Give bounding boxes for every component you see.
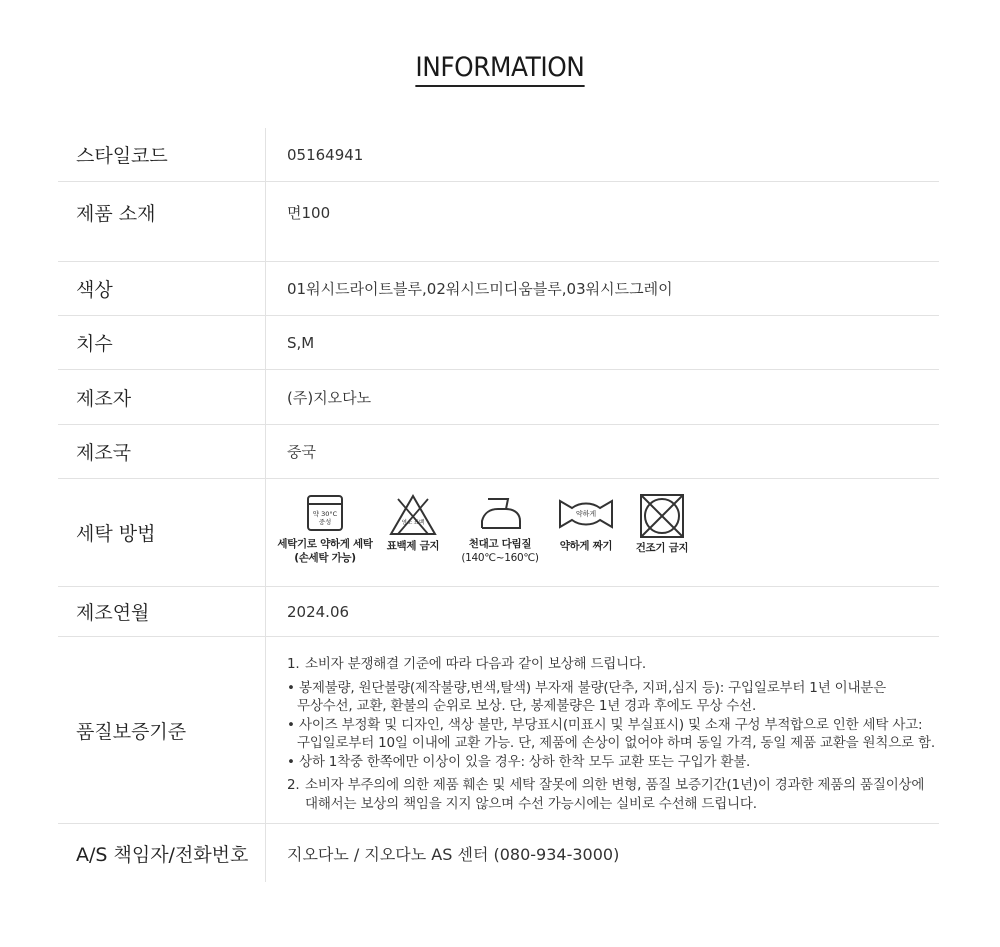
row-label: 제조자 bbox=[58, 370, 266, 424]
care-icons bbox=[266, 479, 939, 586]
row-quality bbox=[58, 637, 939, 824]
info-table bbox=[58, 128, 939, 882]
quality-item-2: 2. 소비자 부주의에 의한 제품 훼손 및 세탁 잘못에 의한 변형, 품질 보증기간(1년)이 경과한 제품의 품질이상에 bbox=[287, 777, 925, 793]
row-label: 제조연월 bbox=[58, 587, 266, 636]
care-caption bbox=[636, 541, 689, 555]
row-value: 01워시드라이트블루,02워시드미디움블루,03워시드그레이 bbox=[287, 280, 673, 298]
row-washing bbox=[58, 479, 939, 587]
row-date bbox=[58, 587, 939, 637]
row-label: 스타일코드 bbox=[58, 128, 266, 181]
quality-text bbox=[266, 637, 939, 823]
iron-icon bbox=[476, 493, 524, 533]
care-caption bbox=[560, 539, 613, 553]
row-label: A/S 책임자/전화번호 bbox=[58, 824, 266, 882]
quality-bullet: • 봉제불량, 원단불량(제작불량,변색,탈색) 부자재 불량(단추, 지퍼,심지 등): 구입일로부터 1년 이내분은 bbox=[287, 679, 886, 696]
no-tumble-dry-icon bbox=[639, 493, 685, 539]
row-value: 지오다노 / 지오다노 AS 센터 (080-934-3000) bbox=[287, 844, 620, 864]
care-caption-main: 건조기 금지 bbox=[635, 542, 689, 554]
row-value: S,M bbox=[287, 333, 315, 352]
row-value: 중국 bbox=[287, 443, 316, 461]
care-caption bbox=[277, 537, 372, 565]
row-maker bbox=[58, 370, 939, 425]
care-inner-text: 약하게 bbox=[575, 510, 597, 518]
row-value: (주)지오다노 bbox=[287, 388, 372, 407]
care-caption-main: 표백제 금지 bbox=[386, 540, 440, 552]
care-inner-text: 약 30°C bbox=[312, 510, 338, 518]
care-caption-sub: (손세탁 가능) bbox=[294, 552, 356, 564]
quality-bullet: • 사이즈 부정확 및 디자인, 색상 불만, 부당표시(미표시 및 부실표시) 및 소재 구성 부적합으로 인한 세탁 사고: bbox=[287, 716, 923, 733]
row-material bbox=[58, 182, 939, 262]
row-country bbox=[58, 425, 939, 479]
quality-bullet-cont: 무상수선, 교환, 환불의 순위로 보상. 단, 봉제불량은 1년 경과 후에도 무상 수선. bbox=[297, 698, 757, 714]
quality-bullet-cont: 구입일로부터 10일 이내에 교환 가능. 단, 제품에 손상이 없어야 하며 동일 가격, 동일 제품 교환을 원칙으로 함. bbox=[297, 735, 935, 751]
care-caption-main: 세탁기로 약하게 세탁 bbox=[277, 538, 373, 550]
care-item-dryer bbox=[629, 493, 695, 555]
quality-bullet: • 상하 1착중 한쪽에만 이상이 있을 경우: 상하 한착 모두 교환 또는 구입가 환불. bbox=[287, 753, 751, 770]
row-color bbox=[58, 262, 939, 316]
title-wrap bbox=[0, 52, 1000, 87]
row-value: 2024.06 bbox=[287, 602, 350, 621]
row-label: 세탁 방법 bbox=[58, 479, 266, 586]
row-value: 05164941 bbox=[287, 145, 364, 164]
washing-machine-icon bbox=[306, 493, 344, 533]
care-item-wash bbox=[273, 493, 377, 565]
care-caption bbox=[387, 539, 440, 553]
care-item-iron bbox=[457, 493, 543, 565]
quality-item-2-cont: 대해서는 보상의 책임을 지지 않으며 수선 가능시에는 실비로 수선해 드립니다. bbox=[305, 795, 757, 812]
care-caption-main: 약하게 짜기 bbox=[559, 540, 613, 552]
row-label: 치수 bbox=[58, 316, 266, 369]
row-style-code bbox=[58, 128, 939, 182]
wring-icon bbox=[556, 493, 616, 533]
no-bleach-icon bbox=[388, 493, 438, 537]
care-caption-main: 천대고 다림질 bbox=[468, 538, 532, 550]
care-inner-text: 염소 bbox=[401, 520, 413, 526]
quality-item-1: 1. 소비자 분쟁해결 기준에 따라 다음과 같이 보상해 드립니다. bbox=[287, 656, 646, 672]
page-title: INFORMATION bbox=[415, 52, 584, 87]
row-as bbox=[58, 824, 939, 882]
care-inner-text: 표백 bbox=[413, 520, 425, 526]
row-label: 색상 bbox=[58, 262, 266, 315]
row-label: 제조국 bbox=[58, 425, 266, 478]
row-value: 면100 bbox=[287, 204, 331, 222]
care-inner-text: 중성 bbox=[318, 518, 332, 526]
care-item-wring bbox=[543, 493, 629, 553]
care-item-bleach bbox=[375, 493, 451, 553]
row-label: 제품 소재 bbox=[58, 182, 266, 261]
row-size bbox=[58, 316, 939, 370]
care-caption-sub: (140℃~160℃) bbox=[461, 552, 539, 564]
care-caption bbox=[461, 537, 538, 565]
row-label: 품질보증기준 bbox=[58, 637, 266, 823]
